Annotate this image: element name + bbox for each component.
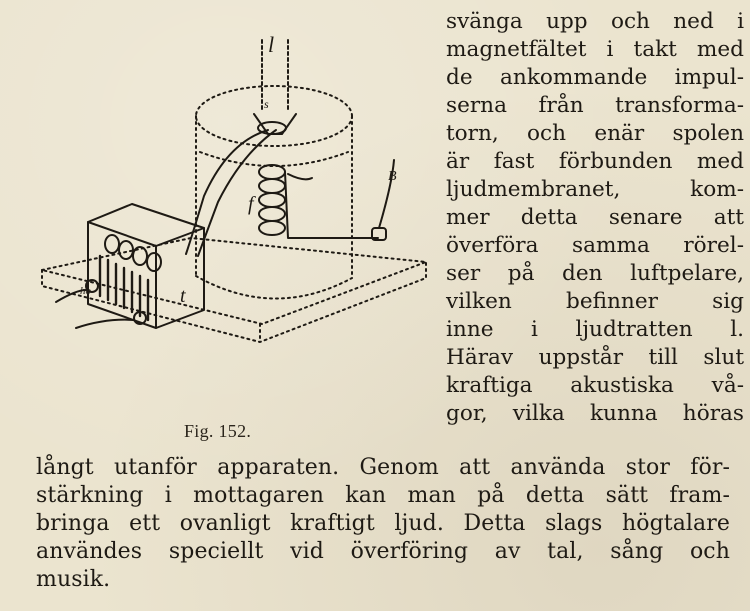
terminal-label: B [388,169,397,184]
text-line: Härav uppstår till slut [446,345,744,370]
text-line: serna från transforma- [446,93,744,118]
text-line: torn, och enär spolen [446,121,744,146]
text-line: gor, vilka kunna höras [446,401,744,426]
text-line: kraftiga akustiska vå- [446,373,744,398]
text-line: är fast förbunden med [446,149,744,174]
bottom-paragraph [36,454,730,594]
text-line: bringa ett ovanligt kraftigt ljud. Detta slags högtalare [36,511,730,536]
text-line: stärkning i mottagaren kan man på detta sätt fram- [36,483,730,508]
transformer-label: t [180,285,186,307]
figure-caption: Fig. 152. [184,421,252,441]
text-line: ljudmembranet, kom- [446,177,744,202]
right-column-text [446,8,744,428]
text-line: långt utanför apparaten. Genom att använda stor för- [36,455,730,480]
text-line: magnetfältet i takt med [446,37,744,62]
text-line: ser på den luftpelare, [446,261,744,286]
text-line: vilken befinner sig [446,289,744,314]
figure-152 [36,24,430,441]
text-line: mer detta senare att [446,205,744,230]
membrane-label: s [264,97,269,111]
text-line: svänga upp och ned i [446,9,744,34]
loudspeaker-illustration [36,24,430,384]
left-terminal-label: ho [80,285,91,297]
coil-label: f [248,193,254,215]
funnel-label: l [268,32,275,57]
text-line: överföra samma rörel- [446,233,744,258]
text-line: användes speciellt vid överföring av tal, sång och [36,539,730,564]
text-line: inne i ljudtratten l. [446,317,744,342]
text-line: musik. [36,567,111,592]
text-line: de ankommande impul- [446,65,744,90]
